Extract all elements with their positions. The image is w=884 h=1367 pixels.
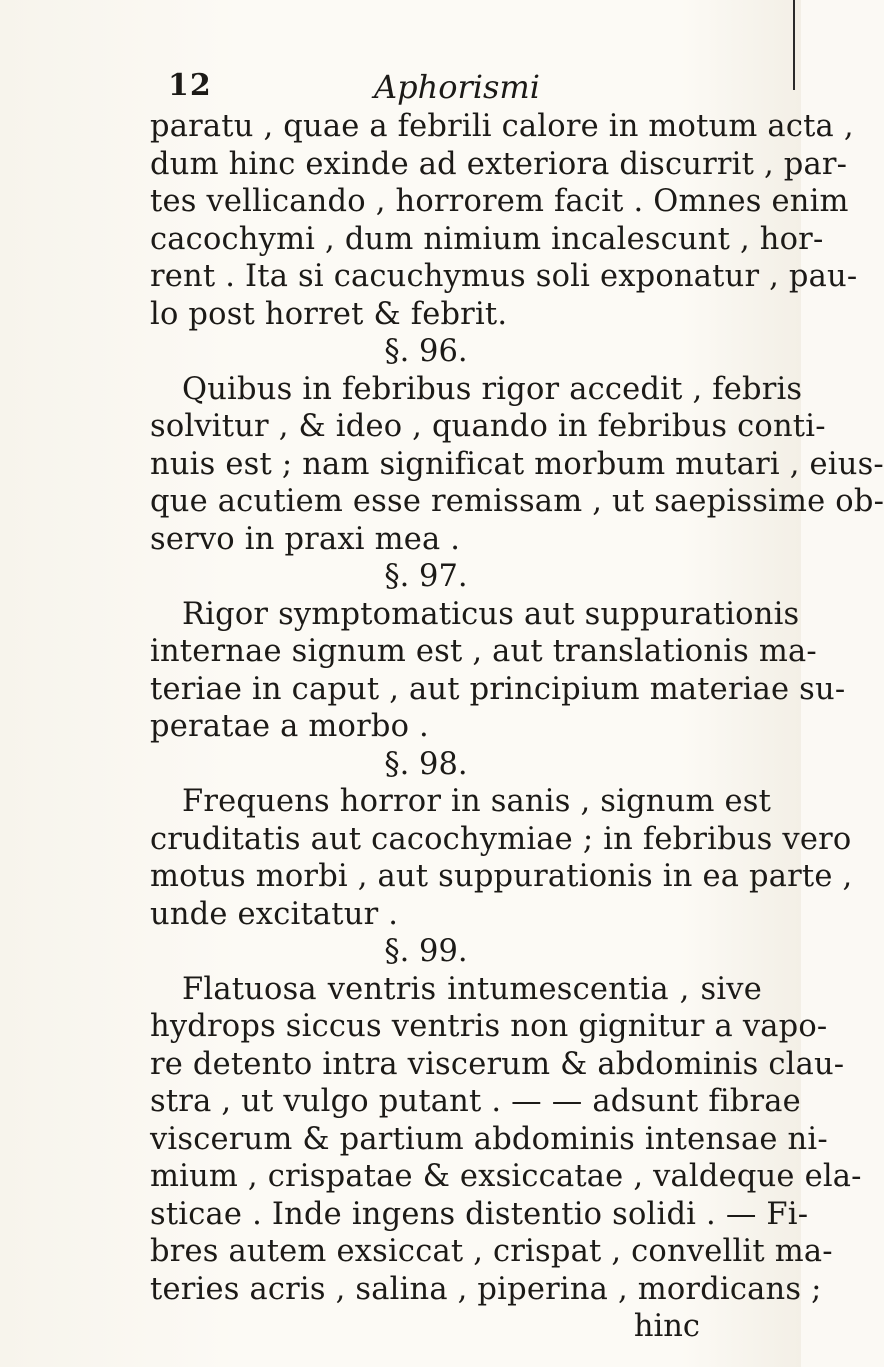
text-line: cacochymi , dum nimium incalescunt , hor- — [150, 221, 824, 257]
text-line: dum hinc exinde ad exteriora discurrit , par- — [150, 146, 848, 182]
text-line: cruditatis aut cacochymiae ; in febribus vero — [150, 821, 852, 857]
text-line: teries acris , salina , piperina , mordicans ; — [150, 1271, 822, 1307]
section-number-96: §. 96. — [384, 334, 468, 369]
text-line: internae signum est , aut translationis ma- — [150, 634, 817, 669]
catchword: hinc — [633, 1309, 700, 1344]
text-line: rent . Ita si cacuchymus soli exponatur , pau- — [150, 259, 858, 294]
running-title: Aphorismi — [374, 68, 540, 106]
section-number-97: §. 97. — [384, 559, 468, 594]
aphorism-97-first-line: Rigor symptomaticus aut suppurationis — [182, 596, 800, 632]
text-line: lo post horret & febrit. — [150, 296, 508, 332]
page-number: 12 — [168, 68, 212, 103]
text-line: hydrops siccus ventris non gignitur a vapo- — [150, 1009, 828, 1044]
aphorism-96-first-line: Quibus in febribus rigor accedit , febris — [182, 371, 803, 407]
text-line: re detento intra viscerum & abdominis clau- — [150, 1046, 845, 1082]
text-line: viscerum & partium abdominis intensae ni- — [150, 1121, 828, 1157]
page-header — [0, 68, 801, 108]
text-line: motus morbi , aut suppurationis in ea parte , — [150, 859, 853, 894]
section-number-99: §. 99. — [384, 934, 468, 969]
section-number-98: §. 98. — [384, 746, 468, 782]
text-line: nuis est ; nam significat morbum mutari , eius- — [150, 446, 884, 482]
text-line: unde excitatur . — [150, 896, 399, 932]
text-line: sticae . Inde ingens distentio solidi . — Fi- — [150, 1196, 809, 1232]
text-line: solvitur , & ideo , quando in febribus conti- — [150, 409, 826, 444]
body-text — [150, 108, 884, 1346]
text-line: servo in praxi mea . — [150, 521, 461, 557]
text-line: stra , ut vulgo putant . — — adsunt fibrae — [150, 1084, 801, 1119]
text-line: paratu , quae a febrili calore in motum acta , — [150, 109, 854, 144]
text-line: peratae a morbo . — [150, 709, 429, 744]
text-line: teriae in caput , aut principium materiae su- — [150, 671, 846, 707]
aphorism-98-first-line: Frequens horror in sanis , signum est — [182, 784, 772, 819]
text-line: mium , crispatae & exsiccatae , valdeque ela- — [150, 1159, 862, 1194]
text-line: que acutiem esse remissam , ut saepissime ob- — [150, 484, 884, 519]
text-line: bres autem exsiccat , crispat , convellit ma- — [150, 1234, 833, 1269]
text-line: tes vellicando , horrorem facit . Omnes enim — [150, 184, 849, 219]
aphorism-99-first-line: Flatuosa ventris intumescentia , sive — [182, 971, 762, 1007]
